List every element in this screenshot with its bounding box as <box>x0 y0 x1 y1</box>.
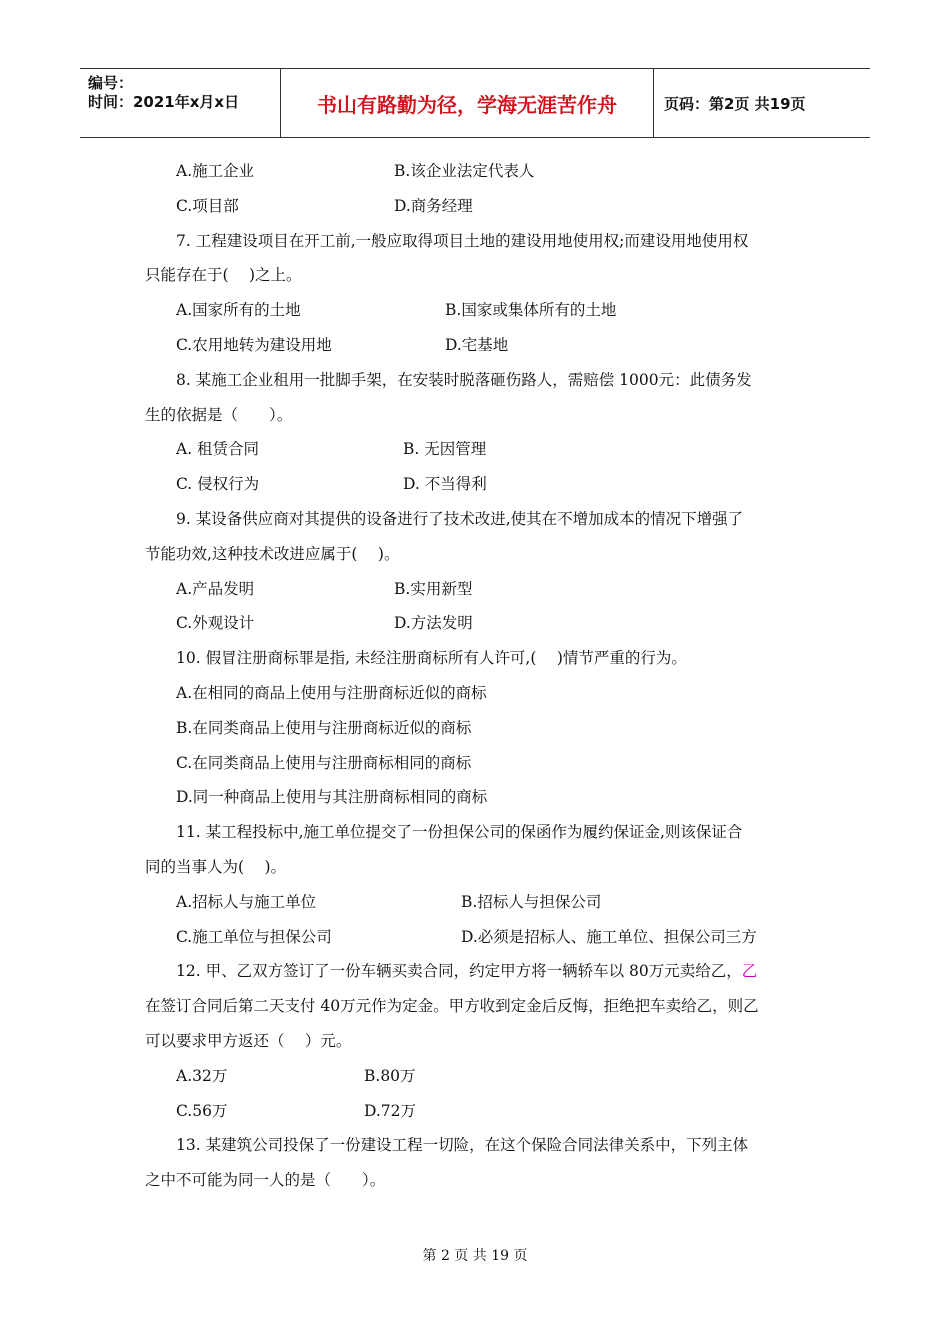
line-text: 9. 某设备供应商对其提供的设备进行了技术改进,使其在不增加成本的情况下增强了 <box>176 509 744 528</box>
text-line <box>145 850 815 885</box>
line-text: 11. 某工程投标中,施工单位提交了一份担保公司的保函作为履约保证金,则该保证合 <box>176 823 743 842</box>
option-a: A.招标人与施工单位 <box>176 892 317 911</box>
line-text: 13. 某建筑公司投保了一份建设工程一切险，在这个保险合同法律关系中，下列主体 <box>176 1136 749 1155</box>
option-c: C.项目部 <box>176 196 239 215</box>
option-b: B.招标人与担保公司 <box>461 892 602 911</box>
line-text: 只能存在于( )之上。 <box>145 266 302 285</box>
text-line <box>145 780 815 815</box>
option-c: C.农用地转为建设用地 <box>176 335 332 354</box>
text-line <box>145 537 815 572</box>
text-line <box>145 1024 815 1059</box>
line-text: 可以要求甲方返还（ ）元。 <box>145 1031 352 1050</box>
option-b: B.该企业法定代表人 <box>394 162 535 180</box>
text-line <box>145 746 815 781</box>
option-row <box>145 293 815 328</box>
line-text: B.在同类商品上使用与注册商标近似的商标 <box>176 718 472 737</box>
option-b: B.国家或集体所有的土地 <box>445 301 617 320</box>
header-code-label: 编号： <box>88 74 134 92</box>
header-page-cell <box>655 69 870 137</box>
highlighted-char: 乙 <box>741 962 758 981</box>
line-text: 10. 假冒注册商标罪是指, 未经注册商标所有人许可,( )情节严重的行为。 <box>176 649 687 668</box>
line-text: C.在同类商品上使用与注册商标相同的商标 <box>176 753 472 772</box>
line-text: 12. 甲、乙双方签订了一份车辆买卖合同，约定甲方将一辆轿车以 80万元卖给乙， <box>176 962 742 981</box>
line-text: D.同一种商品上使用与其注册商标相同的商标 <box>176 788 488 807</box>
line-text: 在签订合同后第二天支付 40万元作为定金。甲方收到定金后反悔，拒绝把车卖给乙，则乙 <box>145 997 759 1016</box>
option-row <box>145 154 815 189</box>
line-text: 之中不可能为同一人的是（ ）。 <box>145 1171 386 1190</box>
document-body <box>145 154 815 1198</box>
question-stem <box>145 502 815 537</box>
option-d: D.商务经理 <box>394 196 473 215</box>
option-row <box>145 606 815 641</box>
line-text: 同的当事人为( )。 <box>145 857 287 876</box>
text-line <box>145 711 815 746</box>
option-c: C.外观设计 <box>176 614 255 633</box>
page-header <box>80 68 870 138</box>
option-row <box>145 572 815 607</box>
option-c: C. 侵权行为 <box>176 475 260 494</box>
line-text: A.在相同的商品上使用与注册商标近似的商标 <box>176 683 487 702</box>
option-c: C.56万 <box>176 1101 228 1120</box>
option-a: A.产品发明 <box>176 579 255 598</box>
question-stem <box>145 1128 815 1163</box>
line-text: 生的依据是（ ）。 <box>145 405 293 424</box>
option-row <box>145 432 815 467</box>
page-footer: 第 2 页 共 19 页 <box>422 1248 528 1264</box>
option-d: D.宅基地 <box>445 335 509 354</box>
option-d: D.72万 <box>364 1101 417 1120</box>
question-stem <box>145 641 815 676</box>
option-row <box>145 1059 815 1094</box>
option-b: B. 无因管理 <box>403 440 487 459</box>
text-line <box>145 676 815 711</box>
option-row <box>145 189 815 224</box>
text-line <box>145 989 815 1024</box>
line-text: 节能功效,这种技术改进应属于( )。 <box>145 544 400 563</box>
option-a: A. 租赁合同 <box>176 440 260 459</box>
question-stem <box>145 815 815 850</box>
question-stem <box>145 363 815 398</box>
option-row <box>145 920 815 955</box>
option-b: B.实用新型 <box>394 579 473 598</box>
text-line <box>145 258 815 293</box>
text-line <box>145 398 815 433</box>
option-b: B.80万 <box>364 1066 416 1085</box>
text-line <box>145 1163 815 1198</box>
option-row <box>145 1094 815 1129</box>
question-stem <box>145 224 815 259</box>
option-d: D.必须是招标人、施工单位、担保公司三方 <box>461 927 757 946</box>
header-page-info: 页码：第2页 共19页 <box>664 94 806 113</box>
option-row <box>145 885 815 920</box>
header-motto-cell <box>281 69 654 137</box>
option-a: A.32万 <box>176 1066 228 1085</box>
option-row <box>145 328 815 363</box>
header-time-label: 时间：2021年x月x日 <box>88 93 240 111</box>
option-d: D. 不当得利 <box>403 475 487 494</box>
line-text: 8. 某施工企业租用一批脚手架，在安装时脱落砸伤路人，需赔偿 1000元：此债务发 <box>176 370 752 389</box>
option-c: C.施工单位与担保公司 <box>176 927 332 946</box>
option-a: A.国家所有的土地 <box>176 301 301 320</box>
line-text: 7. 工程建设项目在开工前,一般应取得项目土地的建设用地使用权;而建设用地使用权 <box>176 231 749 250</box>
question-stem <box>145 954 815 989</box>
header-motto: 书山有路勤为径，学海无涯苦作舟 <box>317 92 617 117</box>
option-row <box>145 467 815 502</box>
header-meta-cell <box>80 69 281 137</box>
option-a: A.施工企业 <box>176 162 255 180</box>
option-d: D.方法发明 <box>394 614 473 633</box>
